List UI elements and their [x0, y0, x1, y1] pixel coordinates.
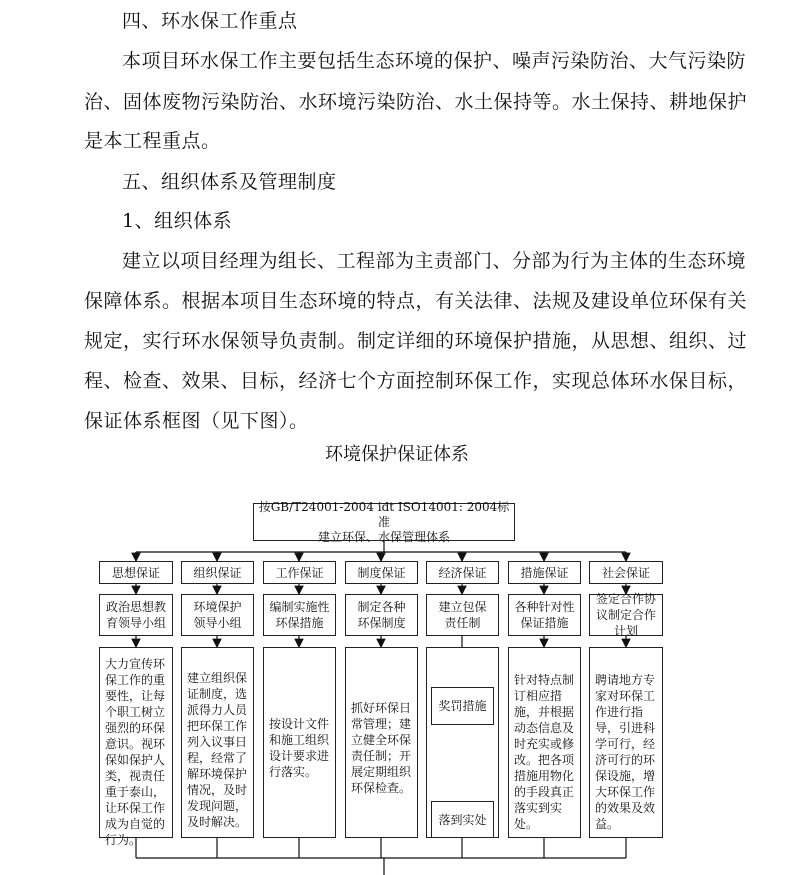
detail-measures: 针对特点制订相应措施，并根据动态信息及时充实或修改。把各项措施用物化的手段真正落实到实处。 — [508, 647, 581, 838]
sub-economy: 建立包保责任制 — [426, 594, 499, 636]
management-system-line-2: 建立环保、水保管理体系 — [317, 529, 450, 544]
head-organization: 组织保证 — [181, 561, 254, 584]
detail-ideology: 大力宣传环保工作的重要性，让每个职工树立强烈的环保意识。视环保如保护人类，视责任重于泰山，让环保工作成为自觉的行为。 — [99, 647, 173, 838]
management-system-box — [253, 499, 515, 544]
sub-organization: 环境保护领导小组 — [181, 594, 254, 636]
paragraph-2-line-1: 建立以项目经理为组长、工程部为主责部门、分部为行为主体的生态环境 — [122, 250, 747, 272]
detail-society: 聘请地方专家对环保工作进行指导，引进科学可行，经济可行的环保设施，增大环保工作的效果及效益。 — [589, 647, 663, 838]
sub-measures: 各种针对性保证措施 — [508, 594, 581, 636]
paragraph-2-line-5: 保证体系框图（见下图）。 — [84, 410, 309, 432]
head-economy: 经济保证 — [426, 561, 499, 584]
paragraph-2-line-4: 程、检查、效果、目标，经济七个方面控制环保工作，实现总体环水保目标， — [84, 370, 748, 392]
paragraph-1-line-1: 本项目环水保工作主要包括生态环境的保护、噪声污染防治、大气污染防 — [122, 50, 747, 72]
paragraph-1-line-2: 治、固体废物污染防治、水环境污染防治、水土保持等。水土保持、耕地保护 — [84, 91, 748, 113]
head-society: 社会保证 — [589, 561, 663, 584]
detail-organization: 建立组织保证制度，选派得力人员把环保工作列入议事日程，经常了解环境保护情况，及时发现问题，及时解决。 — [181, 647, 254, 838]
detail-system: 抓好环保日常管理；建立健全环保责任制；开展定期组织环保检查。 — [345, 647, 418, 838]
sub-system: 制定各种环保制度 — [345, 594, 418, 636]
paragraph-1-line-3: 是本工程重点。 — [84, 130, 221, 152]
paragraph-2-line-2: 保障体系。根据本项目生态环境的特点，有关法律、法规及建设单位环保有关 — [84, 290, 748, 312]
detail-economy-reward: 奖罚措施 — [431, 687, 494, 725]
subsection-heading-5-1: 1、组织体系 — [122, 210, 233, 232]
section-heading-5: 五、组织体系及管理制度 — [122, 171, 337, 193]
sub-society: 签定合作协议制定合作计划 — [589, 594, 663, 636]
sub-ideology: 政治思想教育领导小组 — [99, 594, 173, 636]
paragraph-2-line-3: 规定，实行环水保领导负责制。制定详细的环境保护措施，从思想、组织、过 — [84, 330, 748, 352]
section-heading-4: 四、环水保工作重点 — [122, 10, 298, 32]
head-measures: 措施保证 — [508, 561, 581, 584]
detail-work: 按设计文件和施工组织设计要求进行落实。 — [263, 647, 336, 838]
head-ideology: 思想保证 — [99, 561, 173, 584]
sub-work: 编制实施性环保措施 — [263, 594, 336, 636]
detail-economy-implement: 落到实处 — [431, 801, 494, 838]
diagram-caption: 环境保护保证体系 — [325, 444, 469, 465]
head-system: 制度保证 — [345, 561, 418, 584]
management-system-line-1: 按GB/T24001-2004 idt ISO14001: 2004标准 — [258, 499, 510, 529]
head-work: 工作保证 — [263, 561, 336, 584]
